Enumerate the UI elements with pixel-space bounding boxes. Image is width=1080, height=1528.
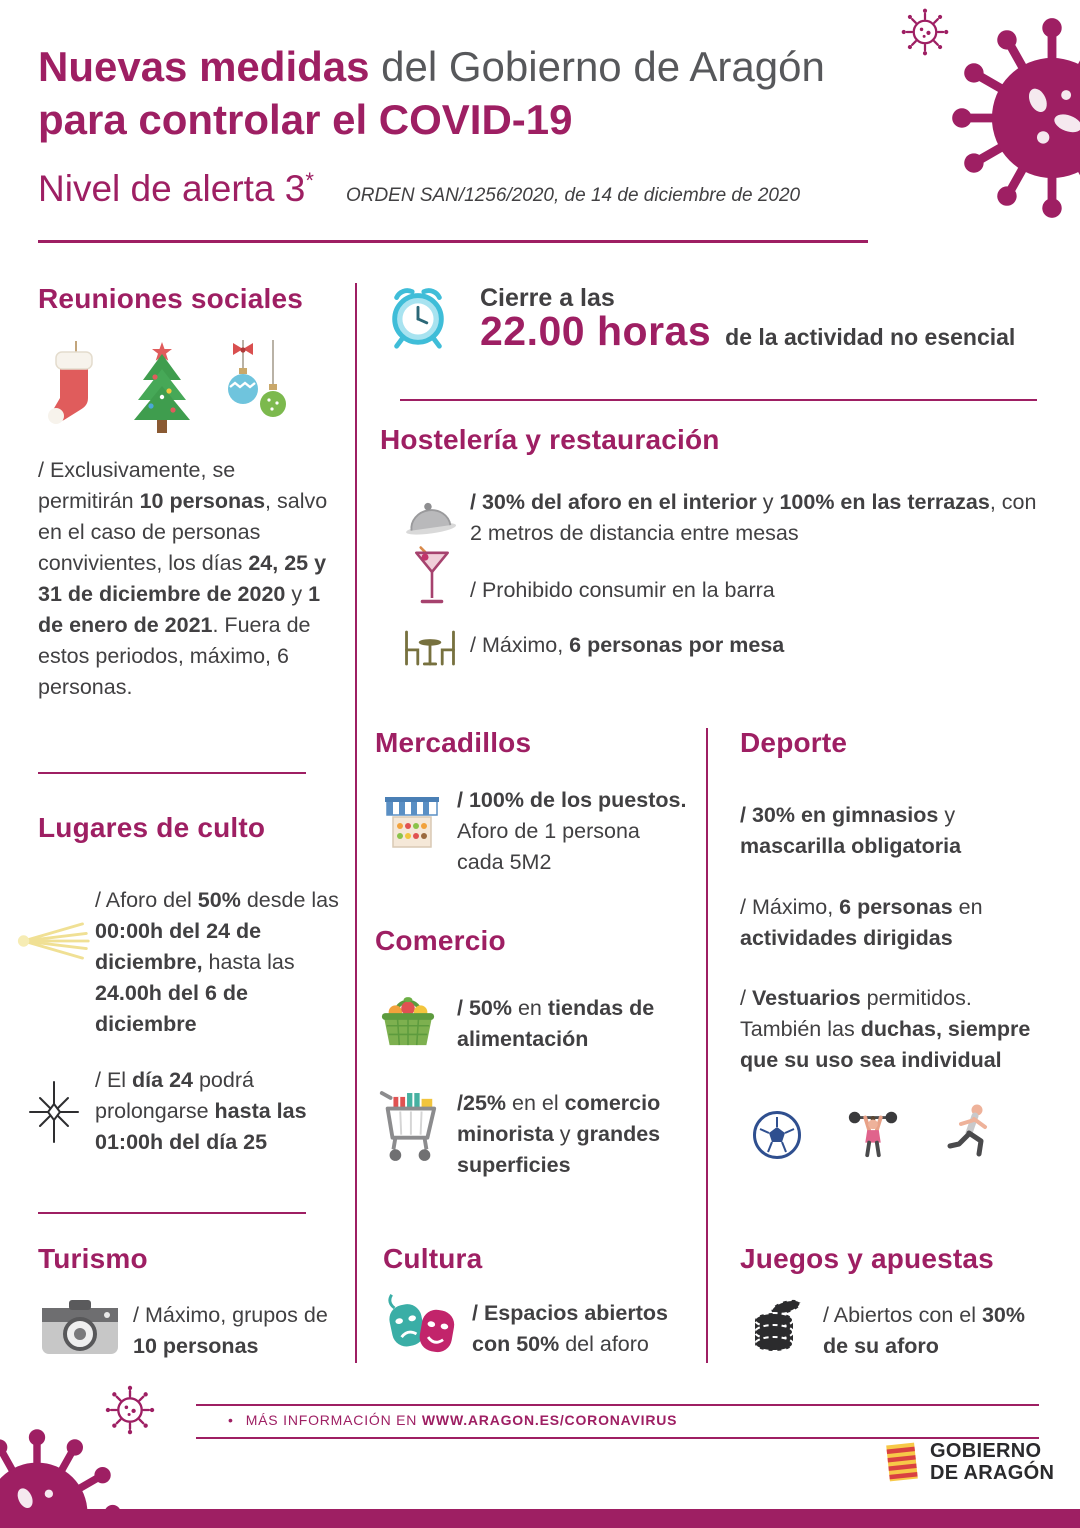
divider <box>196 1437 1039 1439</box>
turismo-text: / Máximo, grupos de 10 personas <box>133 1303 328 1358</box>
mercadillos-title: Mercadillos <box>375 727 532 758</box>
ornaments-icon <box>222 340 292 436</box>
deporte-title: Deporte <box>740 727 848 758</box>
turismo-title: Turismo <box>38 1243 148 1274</box>
alert-level <box>38 168 314 210</box>
cultura-title: Cultura <box>383 1243 483 1274</box>
christmas-icons <box>42 336 304 436</box>
camera-icon <box>40 1296 120 1358</box>
culto-item-1: / Aforo del 50% desde las 00:00h del 24 de diciembre, hasta las 24.00h del 6 de diciembre <box>95 888 339 1036</box>
more-info-text: MÁS INFORMACIÓN EN <box>245 1412 422 1428</box>
stocking-icon <box>42 340 102 436</box>
market-stall-icon <box>383 793 441 855</box>
column-divider <box>355 283 357 1363</box>
shopping-cart-icon <box>376 1086 440 1166</box>
comercio-title: Comercio <box>375 925 506 956</box>
header-divider <box>38 240 868 243</box>
divider <box>196 1404 1039 1406</box>
cultura-text: / Espacios abiertos con 50% del aforo <box>472 1301 668 1356</box>
reuniones-title: Reuniones sociales <box>38 283 304 314</box>
sport-icons <box>752 1098 1022 1160</box>
mercadillos-text: / 100% de los puestos. Aforo de 1 persona cada 5M2 <box>457 788 687 874</box>
virus-icon <box>946 12 1080 224</box>
runner-icon <box>944 1102 996 1160</box>
theater-masks-icon <box>385 1292 461 1362</box>
juegos-title: Juegos y apuestas <box>740 1243 994 1274</box>
christmas-tree-icon <box>124 338 200 436</box>
deporte-item-2: / Máximo, 6 personas en actividades dirigidas <box>740 895 983 950</box>
gobierno-aragon-logo <box>884 1440 1054 1484</box>
divider <box>38 1212 306 1214</box>
bullet: • <box>228 1412 234 1428</box>
star-icon <box>22 1080 86 1144</box>
hosteleria-item-1: / 30% del aforo en el interior y 100% en las terrazas, con 2 metros de distancia entre mesas <box>470 490 1037 545</box>
hosteleria-item-3: / Máximo, 6 personas por mesa <box>470 633 785 657</box>
hosteleria-title: Hostelería y restauración <box>380 424 720 455</box>
footer-bar <box>0 1509 1080 1528</box>
alert-asterisk: * <box>305 168 314 193</box>
column-divider <box>706 728 708 1363</box>
sun-icon <box>16 916 92 966</box>
food-basket-icon <box>378 986 438 1050</box>
table-chairs-icon <box>399 626 461 670</box>
aragon-flag-icon <box>884 1440 920 1484</box>
info-url: WWW.ARAGON.ES/CORONAVIRUS <box>421 1412 678 1428</box>
weightlifting-icon <box>844 1104 902 1160</box>
culto-title: Lugares de culto <box>38 812 266 843</box>
cloche-icon <box>401 490 457 538</box>
divider <box>400 399 1037 401</box>
deporte-item-1: / 30% en gimnasios y mascarilla obligatoria <box>740 803 962 858</box>
logo-line2: DE ARAGÓN <box>930 1462 1055 1484</box>
more-info <box>228 1412 677 1428</box>
juegos-text: / Abiertos con el 30% de su aforo <box>823 1303 1025 1358</box>
page-title: Nuevas medidas del Gobierno de Aragón para controlar el COVID-19 <box>38 43 825 143</box>
comercio-item-1: / 50% en tiendas de alimentación <box>457 996 655 1051</box>
soccer-ball-icon <box>752 1110 802 1160</box>
order-reference: ORDEN SAN/1256/2020, de 14 de diciembre de 2020 <box>345 185 801 206</box>
deporte-item-3: / Vestuarios permitidos. También las duchas, siempre que su uso sea individual <box>740 986 1031 1072</box>
divider <box>38 772 306 774</box>
cocktail-icon <box>412 543 452 613</box>
comercio-item-2: /25% en el comercio minorista y grandes superficies <box>457 1091 661 1177</box>
reuniones-text: / Exclusivamente, se permitirán 10 personas, salvo en el caso de personas convivientes, los días 24, 25 y 31 de diciembre de 2020 y 1 de enero de 2021. Fuera de estos periodos, máximo, 6 personas. <box>38 458 328 699</box>
virus-outline-icon <box>899 6 951 58</box>
alarm-clock-icon <box>383 282 453 352</box>
logo-text <box>930 1440 1054 1484</box>
alert-level-text: Nivel de alerta 3 <box>38 168 306 209</box>
cierre-time-line <box>480 308 1040 355</box>
culto-item-2: / El día 24 podrá prolongarse hasta las 01:00h del día 25 <box>95 1068 307 1154</box>
alert-row <box>38 168 800 210</box>
cierre-time: 22.00 horas <box>480 308 712 354</box>
poker-chips-icon <box>748 1294 804 1354</box>
hosteleria-item-2: / Prohibido consumir en la barra <box>470 578 775 602</box>
cierre-intro: Cierre a las <box>480 284 615 312</box>
logo-line1: GOBIERNO <box>930 1440 1042 1462</box>
cierre-suffix: de la actividad no esencial <box>725 324 1016 350</box>
